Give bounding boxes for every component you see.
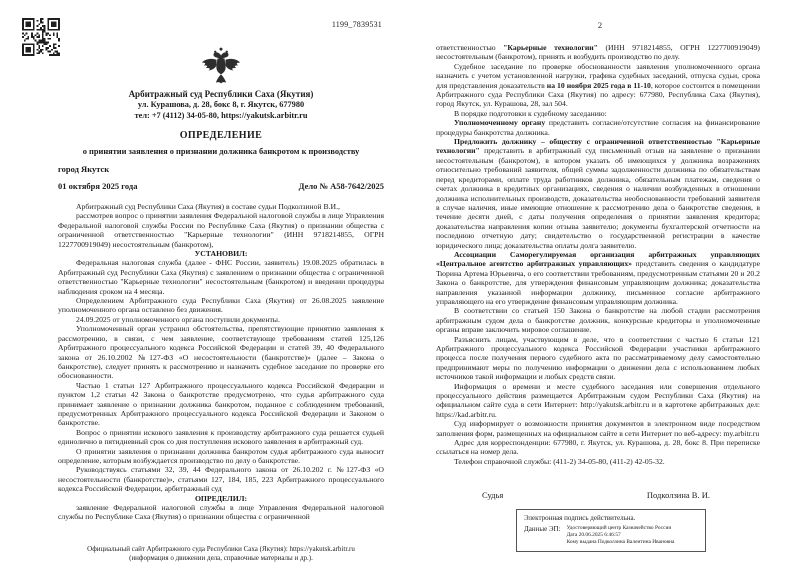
document-number: 1199_7839531 — [331, 20, 382, 29]
esign-details — [567, 525, 675, 546]
paragraph: ответственностью "Карьерные технологии" (ИНН 9718214855, ОГРН 1227700919049) несостоятельным (банкротом), принять и возбудить производство по делу. — [436, 43, 760, 62]
page-1-footer — [58, 545, 384, 563]
paragraph: Адрес для корреспонденции: 677980, г. Якутск, ул. Курашова, д. 28, бокс 8. При переписке ссылаться на номер дела. — [436, 438, 760, 457]
court-contact: тел: +7 (4112) 34-05-80, https://yakutsk.arbitr.ru — [134, 110, 308, 120]
esign-data-block — [524, 525, 699, 546]
paragraph: Разъяснить лицам, участвующим в деле, что в соответствии с частью 6 статьи 121 Арбитражного процессуального кодекса Российской Федерации участники арбитражного процесса после получения первого судебного акта по рассматриваемому делу самостоятельно предпринимают меры по получению информации о движении дела с использованием любых источников такой информации и любых средств связи. — [436, 334, 760, 382]
esign-issued-to: Кому выдана Подколзина Валентина Ивановна — [566, 539, 675, 546]
paragraph: Телефон справочной службы: (411-2) 34-05-80, (411-2) 42-05-32. — [454, 456, 665, 466]
page-2 — [400, 0, 800, 576]
document-date: 01 октября 2025 года — [58, 181, 138, 191]
paragraph: Федеральная налоговая служба (далее - ФНС России, заявитель) 19.08.2025 обратилась в Арбитражный суд Республики Саха (Якутия) с заявлением о признании общества с ограниченной ответственностью "Карьерные технологии" несостоятельным (банкротом) и введении процедуры наблюдения сроком на 4 месяца. — [58, 258, 384, 296]
page-2-content — [436, 43, 760, 552]
paragraph: Арбитражный суд Республики Саха (Якутия) в составе судьи Подколзиной В.И., — [76, 202, 340, 211]
page-number: 2 — [597, 20, 603, 30]
paragraph: ОПРЕДЕЛИЛ: — [194, 493, 248, 503]
document-title: ОПРЕДЕЛЕНИЕ — [179, 130, 263, 141]
paragraph: Судебное заседание по проверке обоснованности заявления уполномоченного органа назначить с учетом установленной нагрузки, графика судебных заседаний, отпуска судьи, срока для представления доказательств на 10 ноября 2025 года в 11-10, которое состоится в помещении Арбитражного суда Республики Саха (Якутия) по адресу: 677980, Республика Саха (Якутия), город Якутск, ул. Курашова, 28, зал 504. — [436, 61, 760, 109]
paragraph: Определением Арбитражного суда Республики Саха (Якутия) от 26.08.2025 заявление уполномоченного органа оставлено без движения. — [58, 296, 384, 315]
paragraph: Уполномоченному органу представить согласие/отсутствие согласия на финансирование процедуры банкротства должника. — [436, 118, 760, 137]
paragraph: Вопрос о принятии искового заявления к производству арбитражного суда решается судьей единолично в пятидневный срок со дня поступления искового заявления в арбитражный суд. — [58, 427, 384, 447]
page-1-content — [58, 46, 384, 522]
paragraph: Уполномоченный орган устранил обстоятельства, препятствующие принятию заявления к рассмотрению, в связи, с чем заявление, соответствующе требованиям статей 125,126 Арбитражного процессуального кодекса Российской Федерации и статей 39, 40 Федерального закона от 26.10.2002 №127-ФЗ «О несостоятельности (банкротстве)» (далее – Закона о банкротстве), следует принять к рассмотрению и назначить судебное заседание по проверке его обоснованности. — [58, 324, 384, 381]
paragraph: Частью 1 статьи 127 Арбитражного процессуального кодекса Российской Федерации и пунктом 1,2 статьи 42 Закона о банкротстве предусмотрено, что судья арбитражного суда принимает заявление о признании должника банкротом, поданное с соблюдением требований, предусмотренных Арбитражного процессуального кодекса Российской Федерации и Законом о банкротстве. — [58, 380, 384, 428]
paragraph: В соответствии со статьей 150 Закона о банкротстве на любой стадии рассмотрения арбитражным судом дела о банкротстве должник, конкурсные кредиторы и уполномоченные органы вправе заключить мировое соглашение. — [436, 306, 760, 335]
esign-date: Дата 20.06.2025 6:46:57 — [566, 532, 621, 539]
court-address: ул. Курашова, д. 28, бокс 8, г. Якутск, 677980 — [137, 100, 305, 109]
footer-info-line: (информация о движении дела, справочные материалы и др.). — [129, 554, 313, 562]
paragraph: УСТАНОВИЛ: — [194, 249, 248, 259]
page-1-body — [58, 202, 384, 522]
qr-code — [22, 18, 60, 56]
page-2-body — [436, 43, 760, 466]
paragraph: В порядке подготовки к судебному заседанию: — [454, 108, 607, 118]
esign-authority: Удостоверяющий центр Казначейство России — [566, 525, 672, 532]
esign-data-label: Данные ЭП: — [524, 525, 561, 534]
qr-code-pattern — [22, 18, 60, 56]
date-case-row — [58, 181, 384, 191]
city-line: город Якутск — [58, 164, 110, 174]
paragraph: Информация о времени и месте судебного заседания или совершения отдельного процессуального действия размещается Арбитражным судом Республики Саха (Якутия) на официальном сайте суда в сети Интернет: http://yakutsk.arbitr.ru и в картотеке арбитражных дел: https://kad.arbitr.ru. — [436, 381, 760, 419]
paragraph: Руководствуясь статьями 32, 39, 44 Федерального закона от 26.10.202 г. №127-ФЗ «О несостоятельности (банкротстве)», статьями 127, 184, 185, 223 Арбитражного процессуального кодекса Российской Федерации, арбитражный суд — [58, 465, 384, 494]
coat-of-arms-double-eagle-icon — [197, 46, 245, 86]
electronic-signature-stamp — [516, 509, 706, 552]
paragraph: О принятии заявления о признании должника банкротом судья арбитражного суда выносит определение, которым возбуждается производство по делу о банкротстве. — [58, 446, 384, 465]
case-number: Дело № А58-7642/2025 — [298, 181, 384, 191]
paragraph: Предложить должнику – обществу с ограниченной ответственностью "Карьерные технологии" представить в арбитражный суд письменный отзыв на заявление о признании несостоятельным (банкротом), в котором указать об имеющихся у должника возражениях относительно требований заявителя, общей суммы задолженности должника по обязательствам перед кредиторами, оплате труда работников должника, обязательным платежам, сведения о счетах должника в кредитных организациях, сведения о наличии возбужденных в отношении должника исполнительных производств, доказательства необоснованности требований заявителя в случае наличия, иные имеющие отношение к рассмотрению дела о банкротстве сведения, в течение десяти дней, с даты получения определения о принятии заявления кредитора; доказательства направления копии отзыва заявителю; документы бухгалтерской отчетности на последнюю отчетную дату; свидетельство о государственной регистрации в качестве юридического лица; доказательства оплаты долга заявителю. — [436, 137, 760, 250]
footer-site-line: Официальный сайт Арбитражного суда Республики Саха (Якутия): https://yakutsk.arbitr.ru — [87, 545, 355, 553]
paragraph: Ассоциации Саморегулируемая организация арбитражных управляющих «Центральное агентство арбитражных управляющих» представить сведения о кандидатуре Тюрина Артема Юрьевича, о его соответствии требованиям, предусмотренным статьями 20 и 20.2 Закона о банкротстве, для утверждения финансовым управляющим должника; доказательства направления указанной информации должнику, письменное согласие арбитражного управляющего на его утверждение финансовым управляющим должника. — [436, 249, 760, 306]
paragraph: заявление Федеральной налоговой службы в лице Управления Федеральной налоговой службы по Республике Саха (Якутия) о признании общества с ограниченной — [58, 503, 384, 522]
signature-row — [436, 490, 760, 500]
court-name: Арбитражный суд Республики Саха (Якутия) — [128, 89, 314, 99]
esign-valid-line: Электронная подпись действительна. — [524, 514, 636, 523]
judge-name: Подколзина В. И. — [646, 490, 710, 501]
paragraph: рассмотрев вопрос о принятии заявления Федеральной налоговой службы в лице Управления Федеральной налоговой службы России по Республике Саха (Якутия) о признании общества с ограниченной ответственностью "Карьерные технологии" (ИНН 9718214855, ОГРН 1227700919049) несостоятельным (банкротом), — [58, 211, 384, 249]
paragraph: 24.09.2025 от уполномоченного органа поступили документы. — [76, 314, 280, 324]
judge-role-label: Судья — [482, 490, 504, 501]
paragraph: Суд информирует о возможности принятия документов в электронном виде посредством заполнения форм, размещенных на официальном сайте в сети Интернет по веб-адресу: my.arbitr.ru — [436, 419, 760, 438]
document-subtitle: о принятии заявления о признании должника банкротом к производству — [82, 147, 360, 156]
